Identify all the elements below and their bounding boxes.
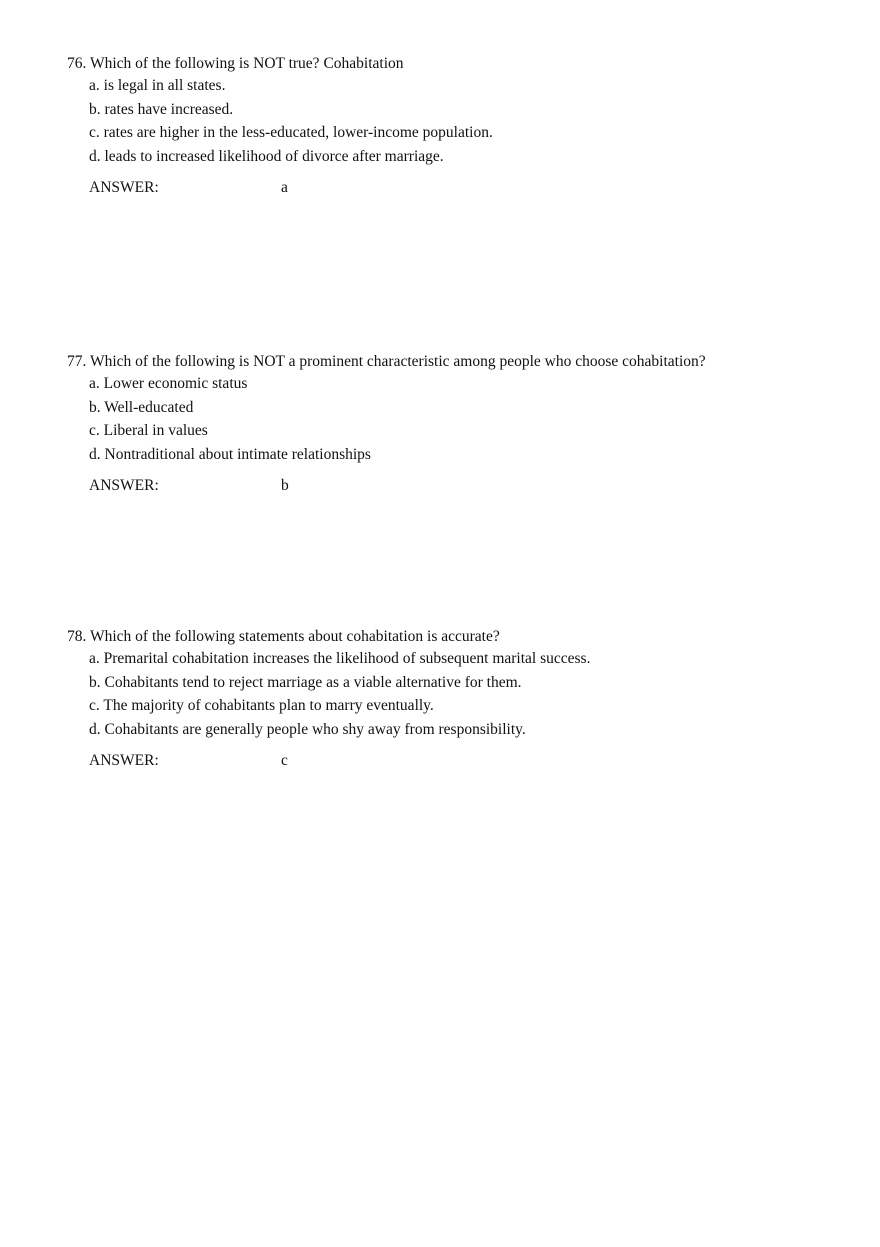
answer-value: c — [281, 752, 288, 769]
answer-label: ANSWER: — [89, 752, 159, 769]
option-letter: d. — [89, 720, 101, 738]
option-c — [89, 419, 847, 443]
option-c — [89, 694, 847, 718]
option-b — [89, 671, 847, 695]
question-stem — [67, 352, 847, 372]
option-text: Premarital cohabitation increases the likelihood of subsequent marital success. — [103, 650, 591, 667]
question-number: 78. — [67, 628, 87, 645]
question-text: Which of the following statements about cohabitation is accurate? — [89, 628, 500, 645]
option-d — [89, 145, 847, 169]
question-number: 77. — [67, 353, 87, 370]
option-text: Cohabitants are generally people who shy away from responsibility. — [104, 720, 526, 738]
question-stem — [67, 627, 847, 647]
question-text: Which of the following is NOT true? Cohabitation — [89, 55, 404, 72]
option-text: is legal in all states. — [103, 77, 226, 94]
option-letter: c. — [89, 697, 100, 714]
question-number: 76. — [67, 55, 87, 72]
option-letter: a. — [89, 375, 100, 392]
option-a — [89, 372, 847, 396]
option-letter: c. — [89, 422, 100, 439]
answer-label: ANSWER: — [89, 179, 159, 196]
option-letter: b. — [89, 398, 101, 416]
option-text: Liberal in values — [103, 422, 208, 439]
answer-row — [89, 178, 847, 198]
option-d — [89, 718, 847, 742]
question-77 — [67, 352, 847, 496]
option-b — [89, 396, 847, 420]
option-a — [89, 647, 847, 671]
option-list — [67, 74, 847, 168]
option-text: rates are higher in the less-educated, lower-income population. — [103, 124, 493, 141]
question-stem — [67, 54, 847, 74]
question-text: Which of the following is NOT a prominent characteristic among people who choose cohabitation? — [89, 353, 706, 370]
option-letter: b. — [89, 100, 101, 118]
question-76 — [67, 54, 847, 198]
answer-value: a — [281, 179, 288, 196]
option-d — [89, 443, 847, 467]
option-letter: d. — [89, 445, 101, 463]
option-list — [67, 372, 847, 466]
option-a — [89, 74, 847, 98]
option-text: Lower economic status — [103, 375, 248, 392]
option-c — [89, 121, 847, 145]
answer-row — [89, 751, 847, 771]
option-letter: a. — [89, 77, 100, 94]
option-list — [67, 647, 847, 741]
answer-value: b — [281, 477, 289, 494]
option-text: Nontraditional about intimate relationships — [104, 445, 371, 463]
option-b — [89, 98, 847, 122]
option-text: rates have increased. — [104, 100, 234, 118]
answer-label: ANSWER: — [89, 477, 159, 494]
option-text: leads to increased likelihood of divorce after marriage. — [104, 147, 444, 165]
option-text: Well-educated — [104, 398, 194, 416]
option-text: The majority of cohabitants plan to marry eventually. — [103, 697, 434, 714]
option-letter: b. — [89, 673, 101, 691]
answer-row — [89, 476, 847, 496]
option-letter: c. — [89, 124, 100, 141]
question-78 — [67, 627, 847, 771]
option-letter: d. — [89, 147, 101, 165]
option-text: Cohabitants tend to reject marriage as a viable alternative for them. — [104, 673, 522, 691]
option-letter: a. — [89, 650, 100, 667]
